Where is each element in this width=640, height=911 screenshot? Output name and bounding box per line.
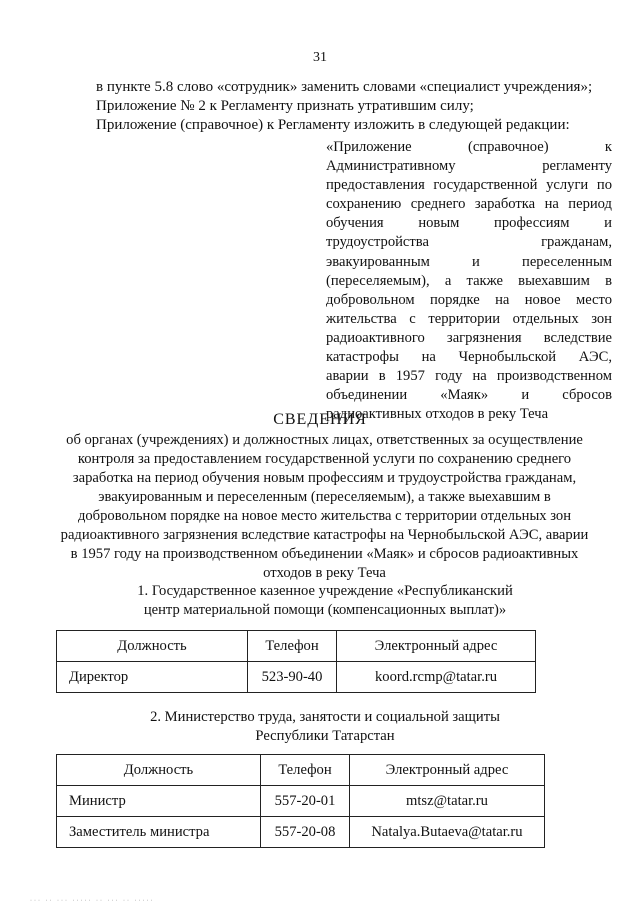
subheading-line: контроля за предоставлением государственной услуги по сохранению среднего xyxy=(77,451,572,467)
email-cell: koord.rcmp@tatar.ru xyxy=(337,662,536,693)
subheading-line: в 1957 году на производственном объединении «Маяк» и сбросов радиоактивных xyxy=(70,546,579,562)
page-number: 31 xyxy=(313,50,327,65)
subheading-line: об органах (учреждениях) и должностных лицах, ответственных за осуществление xyxy=(66,432,583,448)
position-cell: Министр xyxy=(57,786,261,817)
section-1-title xyxy=(60,582,590,620)
scan-artifact: ··· ·· ··· ····· ·· ··· ·· ····· xyxy=(30,898,155,904)
amendment-line: Приложение (справочное) к Регламенту изложить в следующей редакции: xyxy=(96,117,570,133)
appendix-line: радиоактивного загрязнения вследствие xyxy=(326,329,612,346)
section-title-line: Республики Татарстан xyxy=(255,728,395,744)
amendment-line: в пункте 5.8 слово «сотрудник» заменить словами «специалист учреждения»; xyxy=(96,79,593,95)
appendix-line: «Приложение (справочное) к xyxy=(326,139,612,155)
appendix-line: катастрофы на Чернобыльской АЭС, xyxy=(326,349,612,366)
section-title-line: центр материальной помощи (компенсационных выплат)» xyxy=(143,602,507,618)
phone-cell: 557-20-01 xyxy=(261,786,350,817)
subheading-line: эвакуированным и переселенным (переселяемым), а также выехавшим в xyxy=(98,489,551,505)
appendix-line: сохранению среднего заработка на период xyxy=(326,196,612,213)
appendix-line: обучения новым профессиям и xyxy=(326,215,612,232)
table-header-row xyxy=(57,631,536,662)
table-row xyxy=(57,817,545,848)
table-row xyxy=(57,786,545,817)
subheading-line: заработка на период обучения новым профессиям и трудоустройства гражданам, xyxy=(72,470,577,486)
document-subheading xyxy=(52,431,597,583)
column-header-email: Электронный адрес xyxy=(337,631,536,662)
subheading-line: добровольном порядке на новое место жительства с территории отдельных зон xyxy=(77,508,572,524)
appendix-line: предоставления государственной услуги по xyxy=(326,177,612,194)
subheading-line: отходов в реку Теча xyxy=(263,565,386,581)
section-1-contacts-table xyxy=(56,630,536,693)
section-title-line: 2. Министерство труда, занятости и социальной защиты xyxy=(150,709,500,725)
appendix-line: трудоустройства гражданам, xyxy=(326,234,612,251)
table-row xyxy=(57,662,536,693)
column-header-phone: Телефон xyxy=(248,631,337,662)
appendix-line: аварии в 1957 году на производственном xyxy=(326,368,612,385)
document-heading: СВЕДЕНИЯ xyxy=(273,411,367,428)
email-cell: mtsz@tatar.ru xyxy=(350,786,545,817)
position-cell: Директор xyxy=(57,662,248,693)
appendix-line: объединении «Маяк» и сбросов xyxy=(326,387,612,404)
phone-cell: 557-20-08 xyxy=(261,817,350,848)
column-header-email: Электронный адрес xyxy=(350,755,545,786)
subheading-line: радиоактивного загрязнения вследствие катастрофы на Чернобыльской АЭС, аварии xyxy=(60,527,589,543)
phone-cell: 523-90-40 xyxy=(248,662,337,693)
table-header-row xyxy=(57,755,545,786)
appendix-line: (переселяемым), а также выехавшим в xyxy=(326,272,612,289)
column-header-position: Должность xyxy=(57,631,248,662)
appendix-line: жительства с территории отдельных зон xyxy=(326,310,612,327)
appendix-line: добровольном порядке на новое место xyxy=(326,291,612,308)
column-header-position: Должность xyxy=(57,755,261,786)
section-2-contacts-table xyxy=(56,754,545,848)
position-cell: Заместитель министра xyxy=(57,817,261,848)
section-title-line: 1. Государственное казенное учреждение «Республиканский xyxy=(137,583,513,599)
column-header-phone: Телефон xyxy=(261,755,350,786)
appendix-line: Административному регламенту xyxy=(326,158,612,175)
section-2-title xyxy=(60,708,590,746)
appendix-line: радиоактивных отходов в реку Теча xyxy=(326,406,549,423)
appendix-reference xyxy=(326,138,612,424)
appendix-line: эвакуированным и переселенным xyxy=(326,253,612,270)
email-cell: Natalya.Butaeva@tatar.ru xyxy=(350,817,545,848)
amendment-line: Приложение № 2 к Регламенту признать утратившим силу; xyxy=(96,98,474,114)
amendment-text xyxy=(96,78,616,135)
